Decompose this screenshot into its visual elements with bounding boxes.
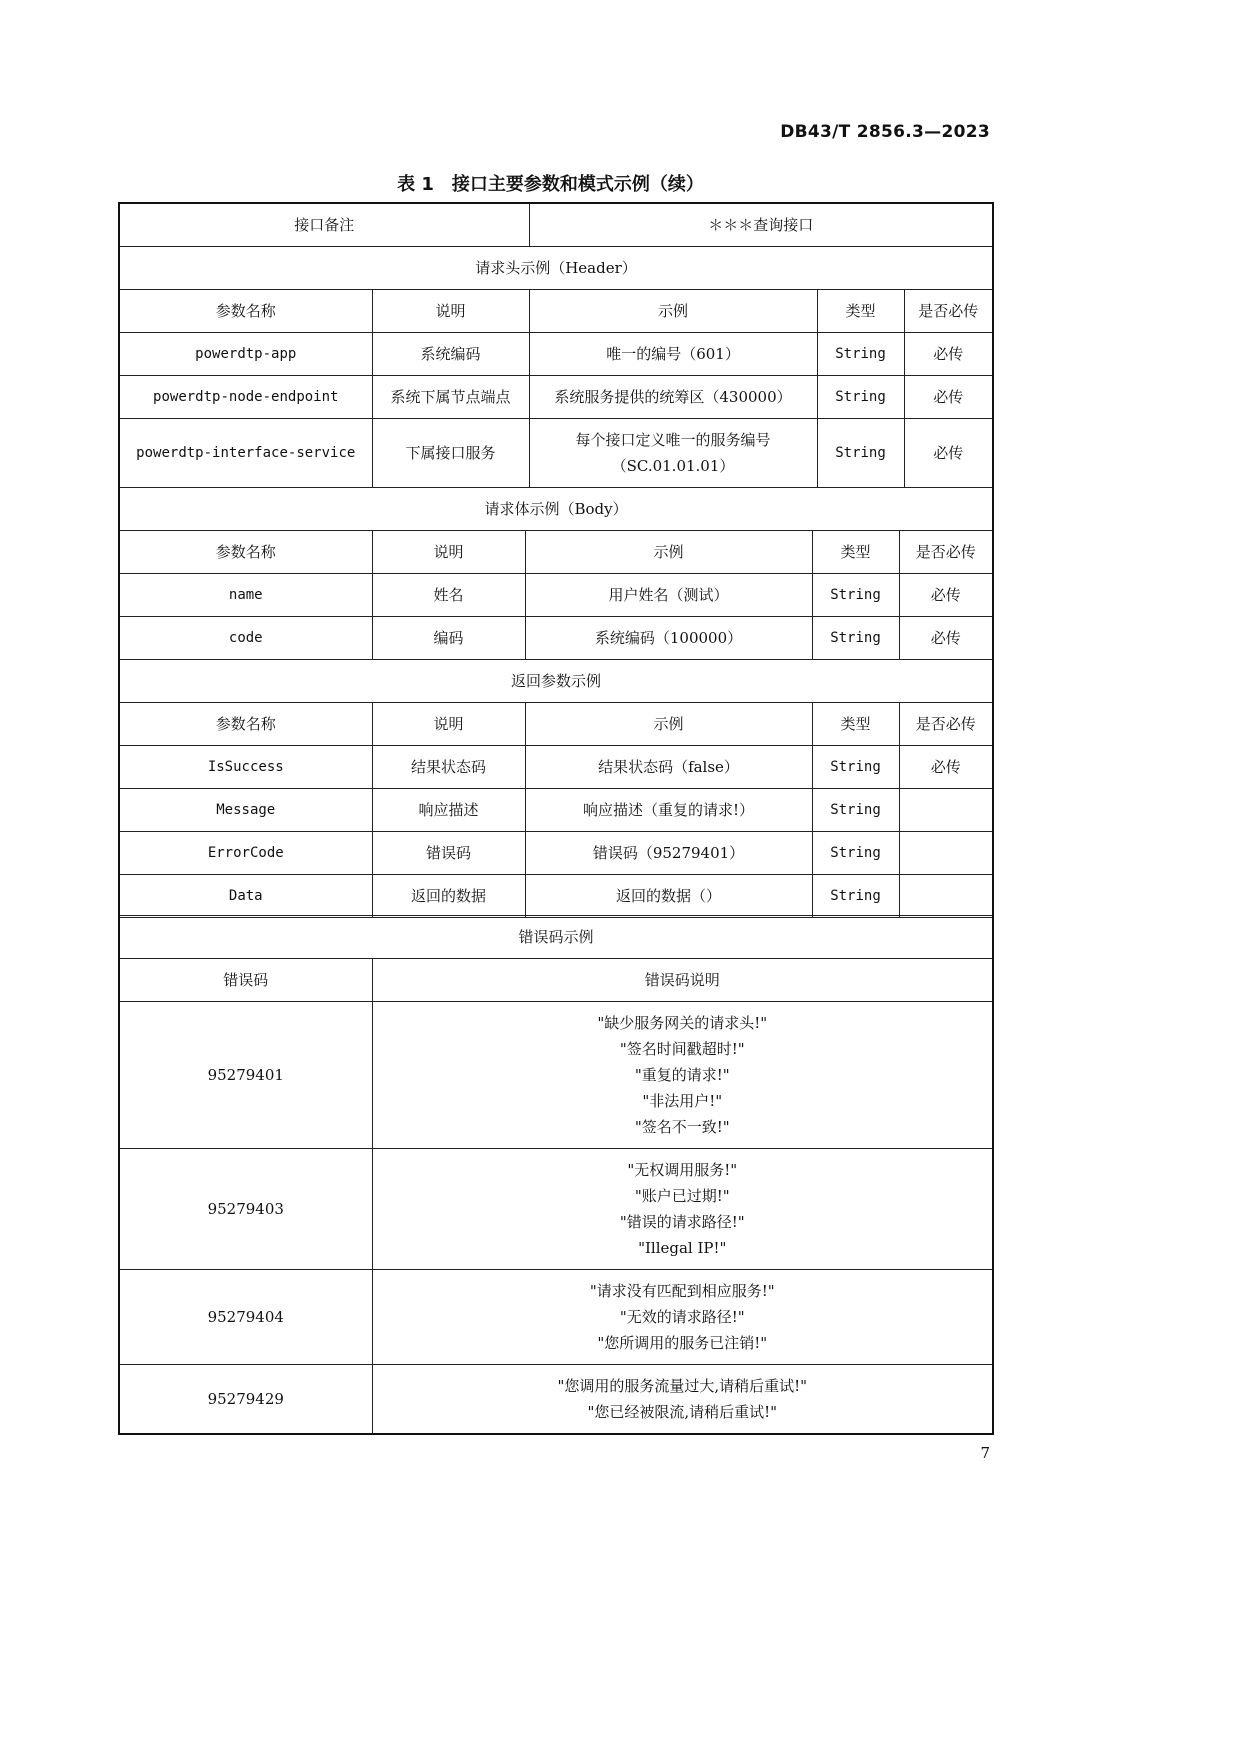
header-section-title: 请求头示例（Header） (119, 247, 993, 290)
example-line: （SC.01.01.01） (611, 457, 735, 475)
table-row (119, 376, 993, 419)
table-row (119, 1365, 993, 1435)
param-type: String (817, 333, 904, 376)
param-desc: 系统下属节点端点 (372, 376, 529, 419)
col-example: 示例 (525, 531, 812, 574)
param-desc: 下属接口服务 (372, 419, 529, 488)
table-row (119, 333, 993, 376)
param-required: 必传 (899, 746, 993, 789)
col-required: 是否必传 (899, 531, 993, 574)
error-message: "签名时间戳超时!" (619, 1040, 745, 1058)
error-message: "Illegal IP!" (638, 1239, 727, 1257)
param-example: 响应描述（重复的请求!） (525, 789, 812, 832)
param-type: String (812, 789, 899, 832)
param-name: Data (119, 875, 372, 918)
table-row (119, 789, 993, 832)
col-type: 类型 (812, 703, 899, 746)
params-table-body-block (118, 487, 994, 918)
remark-value: ＊＊＊查询接口 (529, 203, 993, 247)
document-code: DB43/T 2856.3—2023 (780, 122, 990, 142)
error-message: "您调用的服务流量过大,请稍后重试!" (557, 1377, 808, 1395)
col-param-name: 参数名称 (119, 531, 372, 574)
param-required (899, 832, 993, 875)
section-row (119, 660, 993, 703)
col-param-name: 参数名称 (119, 290, 372, 333)
error-message: "无权调用服务!" (627, 1161, 738, 1179)
table-title-text: 接口主要参数和模式示例（续） (451, 174, 704, 195)
table-row (119, 1002, 993, 1149)
error-messages (372, 1270, 993, 1365)
col-type: 类型 (812, 531, 899, 574)
body-section-title: 请求体示例（Body） (119, 488, 993, 531)
param-required: 必传 (904, 419, 993, 488)
param-name: powerdtp-node-endpoint (119, 376, 372, 419)
col-required: 是否必传 (899, 703, 993, 746)
error-message: "签名不一致!" (634, 1118, 730, 1136)
param-desc: 系统编码 (372, 333, 529, 376)
param-example: 系统编码（100000） (525, 617, 812, 660)
error-code: 95279401 (119, 1002, 372, 1149)
param-required (899, 789, 993, 832)
param-desc: 错误码 (372, 832, 525, 875)
param-desc: 结果状态码 (372, 746, 525, 789)
param-type: String (812, 875, 899, 918)
param-type: String (812, 746, 899, 789)
table-row (119, 832, 993, 875)
param-name: powerdtp-interface-service (119, 419, 372, 488)
error-messages (372, 1149, 993, 1270)
col-error-code: 错误码 (119, 959, 372, 1002)
column-header-row (119, 290, 993, 333)
col-type: 类型 (817, 290, 904, 333)
error-message: "错误的请求路径!" (619, 1213, 745, 1231)
table-row (119, 1149, 993, 1270)
param-type: String (812, 617, 899, 660)
param-example: 系统服务提供的统筹区（430000） (529, 376, 817, 419)
param-desc: 编码 (372, 617, 525, 660)
param-type: String (812, 832, 899, 875)
example-line: 每个接口定义唯一的服务编号 (575, 431, 771, 449)
section-row (119, 488, 993, 531)
section-row (119, 916, 993, 959)
error-message: "您所调用的服务已注销!" (597, 1334, 768, 1352)
table-row (119, 419, 993, 488)
error-messages (372, 1002, 993, 1149)
param-type: String (817, 419, 904, 488)
param-required (899, 875, 993, 918)
col-error-desc: 错误码说明 (372, 959, 993, 1002)
error-code: 95279429 (119, 1365, 372, 1435)
col-example: 示例 (529, 290, 817, 333)
param-desc: 返回的数据 (372, 875, 525, 918)
col-description: 说明 (372, 531, 525, 574)
col-description: 说明 (372, 703, 525, 746)
page-number: 7 (980, 1444, 990, 1462)
params-table-header-block (118, 202, 994, 488)
param-desc: 响应描述 (372, 789, 525, 832)
section-row (119, 247, 993, 290)
param-type: String (812, 574, 899, 617)
column-header-row (119, 959, 993, 1002)
error-section-title: 错误码示例 (119, 916, 993, 959)
param-name: name (119, 574, 372, 617)
param-example: 返回的数据（） (525, 875, 812, 918)
param-name: powerdtp-app (119, 333, 372, 376)
param-example: 唯一的编号（601） (529, 333, 817, 376)
table-row (119, 875, 993, 918)
param-desc: 姓名 (372, 574, 525, 617)
column-header-row (119, 703, 993, 746)
table-row (119, 574, 993, 617)
param-type: String (817, 376, 904, 419)
table-row (119, 1270, 993, 1365)
param-example: 结果状态码（false） (525, 746, 812, 789)
error-message: "非法用户!" (642, 1092, 723, 1110)
col-param-name: 参数名称 (119, 703, 372, 746)
col-example: 示例 (525, 703, 812, 746)
error-message: "您已经被限流,请稍后重试!" (587, 1403, 778, 1421)
error-message: "无效的请求路径!" (619, 1308, 745, 1326)
table-row (119, 746, 993, 789)
param-required: 必传 (904, 333, 993, 376)
param-example: 错误码（95279401） (525, 832, 812, 875)
column-header-row (119, 531, 993, 574)
error-message: "缺少服务网关的请求头!" (597, 1014, 768, 1032)
error-code: 95279403 (119, 1149, 372, 1270)
error-code-table (118, 915, 994, 1435)
param-name: Message (119, 789, 372, 832)
param-name: code (119, 617, 372, 660)
error-message: "账户已过期!" (634, 1187, 730, 1205)
remark-row (119, 203, 993, 247)
table-row (119, 617, 993, 660)
param-name: ErrorCode (119, 832, 372, 875)
response-section-title: 返回参数示例 (119, 660, 993, 703)
param-name: IsSuccess (119, 746, 372, 789)
error-message: "重复的请求!" (634, 1066, 730, 1084)
param-required: 必传 (899, 617, 993, 660)
error-message: "请求没有匹配到相应服务!" (589, 1282, 775, 1300)
param-example (529, 419, 817, 488)
remark-label: 接口备注 (119, 203, 529, 247)
param-required: 必传 (904, 376, 993, 419)
param-example: 用户姓名（测试） (525, 574, 812, 617)
param-required: 必传 (899, 574, 993, 617)
table-title (0, 170, 1101, 196)
error-messages (372, 1365, 993, 1435)
error-code: 95279404 (119, 1270, 372, 1365)
table-number: 表 1 (397, 174, 434, 195)
col-description: 说明 (372, 290, 529, 333)
col-required: 是否必传 (904, 290, 993, 333)
